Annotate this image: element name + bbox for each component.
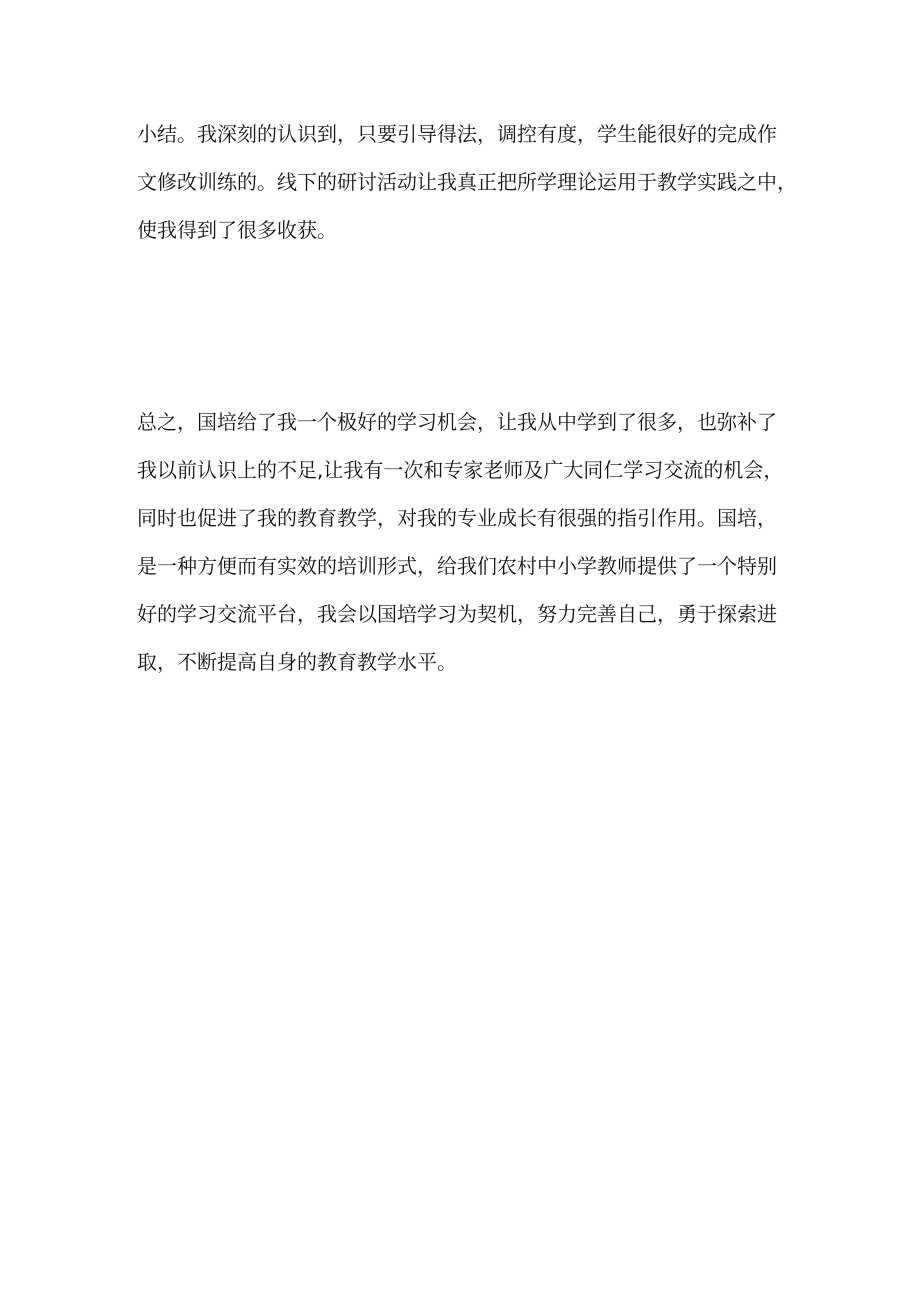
paragraph-summary xyxy=(137,110,797,254)
paragraph-conclusion xyxy=(137,398,797,686)
paragraph-line: 取，不断提高自身的教育教学水平。 xyxy=(137,650,457,674)
paragraph-line: 同时也促进了我的教育教学，对我的专业成长有很强的指引作用。国培， xyxy=(137,506,777,530)
paragraph-line: 使我得到了很多收获。 xyxy=(137,218,337,242)
paragraph-line: 文修改训练的。线下的研讨活动让我真正把所学理论运用于教学实践之中， xyxy=(137,170,797,194)
paragraph-line: 我以前认识上的不足,让我有一次和专家老师及广大同仁学习交流的机会， xyxy=(137,458,784,482)
paragraph-line: 好的学习交流平台，我会以国培学习为契机，努力完善自己，勇于探索进 xyxy=(137,602,777,626)
paragraph-line: 小结。我深刻的认识到，只要引导得法，调控有度，学生能很好的完成作 xyxy=(137,122,777,146)
paragraph-line: 总之，国培给了我一个极好的学习机会，让我从中学到了很多，也弥补了 xyxy=(137,410,777,434)
paragraph-line: 是一种方便而有实效的培训形式，给我们农村中小学教师提供了一个特别 xyxy=(137,554,777,578)
